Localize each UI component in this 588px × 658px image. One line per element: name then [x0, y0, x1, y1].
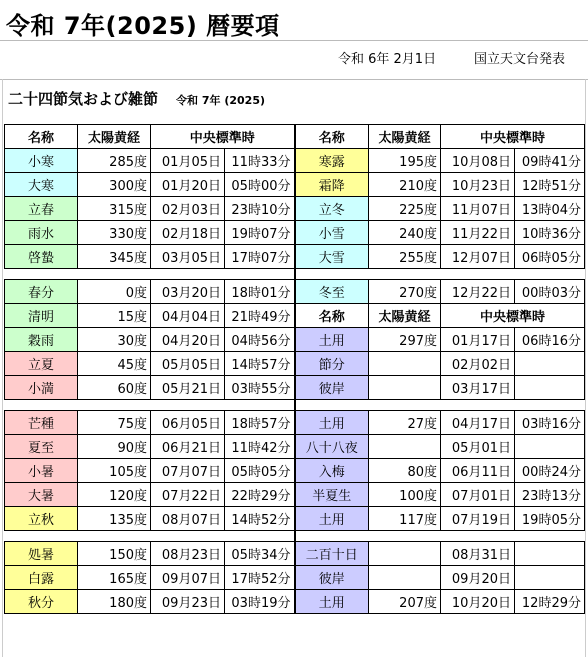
sekki-table-body — [5, 125, 585, 614]
sekki-name: 立夏 — [5, 352, 78, 376]
right-header-name: 名称 — [295, 125, 369, 149]
sekki-name: 啓蟄 — [5, 245, 78, 269]
zassetsu-name: 二百十日 — [295, 542, 369, 566]
sekki-time: 18時57分 — [225, 411, 295, 435]
table-row — [5, 411, 585, 435]
zassetsu-longitude — [369, 542, 441, 566]
publisher: 国立天文台発表 — [474, 52, 566, 67]
section-year: 令和 7年 (2025) — [176, 94, 265, 107]
zassetsu-name: 土用 — [295, 507, 369, 531]
gap-row — [5, 269, 585, 280]
sekki-name: 立春 — [5, 197, 78, 221]
sekki-longitude: 75度 — [78, 411, 151, 435]
zassetsu-time — [515, 352, 585, 376]
sekki-name: 白露 — [5, 566, 78, 590]
zassetsu-header-time: 中央標準時 — [441, 304, 585, 328]
gap-cell — [441, 531, 515, 542]
gap-cell — [151, 400, 225, 411]
sekki-time: 14時57分 — [225, 352, 295, 376]
sekki-longitude: 90度 — [78, 435, 151, 459]
sekki-longitude: 60度 — [78, 376, 151, 400]
gap-cell — [295, 531, 369, 542]
table-row — [5, 328, 585, 352]
sekki-name: 春分 — [5, 280, 78, 304]
sekki-date: 05月21日 — [151, 376, 225, 400]
sekki-longitude: 315度 — [78, 197, 151, 221]
section-title-text: 二十四節気および雑節 — [8, 90, 159, 108]
sekki-name: 雨水 — [5, 221, 78, 245]
sekki-date: 08月23日 — [151, 542, 225, 566]
gap-cell — [515, 531, 585, 542]
zassetsu-name: 彼岸 — [295, 566, 369, 590]
gap-cell — [441, 269, 515, 280]
sekki-date: 03月20日 — [151, 280, 225, 304]
zassetsu-name: 土用 — [295, 328, 369, 352]
sekki-longitude: 270度 — [369, 280, 441, 304]
table-row — [5, 221, 585, 245]
sekki-longitude: 255度 — [369, 245, 441, 269]
sekki-time: 12時51分 — [515, 173, 585, 197]
sekki-time: 05時00分 — [225, 173, 295, 197]
sekki-time: 06時05分 — [515, 245, 585, 269]
sekki-time: 23時10分 — [225, 197, 295, 221]
sekki-longitude: 195度 — [369, 149, 441, 173]
zassetsu-longitude: 80度 — [369, 459, 441, 483]
table-row — [5, 542, 585, 566]
sekki-date: 02月03日 — [151, 197, 225, 221]
sekki-date: 11月22日 — [441, 221, 515, 245]
sekki-time: 11時33分 — [225, 149, 295, 173]
zassetsu-time: 12時29分 — [515, 590, 585, 614]
sekki-date: 06月05日 — [151, 411, 225, 435]
sekki-time: 05時05分 — [225, 459, 295, 483]
gap-cell — [441, 400, 515, 411]
sekki-date: 09月23日 — [151, 590, 225, 614]
gap-cell — [5, 269, 78, 280]
sekki-name: 処暑 — [5, 542, 78, 566]
gap-cell — [515, 269, 585, 280]
zassetsu-name: 半夏生 — [295, 483, 369, 507]
sekki-longitude: 345度 — [78, 245, 151, 269]
sekki-date: 12月07日 — [441, 245, 515, 269]
sekki-longitude: 0度 — [78, 280, 151, 304]
gap-cell — [151, 269, 225, 280]
sekki-name: 寒露 — [295, 149, 369, 173]
sekki-name: 小満 — [5, 376, 78, 400]
zassetsu-date: 02月02日 — [441, 352, 515, 376]
zassetsu-longitude: 27度 — [369, 411, 441, 435]
gap-cell — [225, 269, 295, 280]
zassetsu-date: 07月01日 — [441, 483, 515, 507]
gap-cell — [5, 531, 78, 542]
sekki-longitude: 300度 — [78, 173, 151, 197]
zassetsu-date: 03月17日 — [441, 376, 515, 400]
sekki-time: 14時52分 — [225, 507, 295, 531]
table-row — [5, 483, 585, 507]
table-row — [5, 245, 585, 269]
sekki-time: 04時56分 — [225, 328, 295, 352]
zassetsu-header-name: 名称 — [295, 304, 369, 328]
zassetsu-time: 23時13分 — [515, 483, 585, 507]
zassetsu-longitude: 207度 — [369, 590, 441, 614]
zassetsu-name: 八十八夜 — [295, 435, 369, 459]
zassetsu-date: 09月20日 — [441, 566, 515, 590]
gap-row — [5, 531, 585, 542]
gap-cell — [225, 531, 295, 542]
sekki-name: 小雪 — [295, 221, 369, 245]
sekki-longitude: 210度 — [369, 173, 441, 197]
gap-cell — [369, 269, 441, 280]
title-divider — [0, 40, 588, 41]
sekki-date: 04月04日 — [151, 304, 225, 328]
zassetsu-longitude: 297度 — [369, 328, 441, 352]
table-row — [5, 197, 585, 221]
sekki-date: 08月07日 — [151, 507, 225, 531]
sekki-table — [4, 124, 585, 614]
gap-row — [5, 400, 585, 411]
sekki-longitude: 105度 — [78, 459, 151, 483]
zassetsu-time: 00時24分 — [515, 459, 585, 483]
table-row — [5, 376, 585, 400]
sekki-date: 07月22日 — [151, 483, 225, 507]
table-row — [5, 304, 585, 328]
sekki-longitude: 45度 — [78, 352, 151, 376]
zassetsu-longitude — [369, 566, 441, 590]
sekki-longitude: 240度 — [369, 221, 441, 245]
sekki-time: 17時52分 — [225, 566, 295, 590]
sekki-longitude: 285度 — [78, 149, 151, 173]
sekki-time: 11時42分 — [225, 435, 295, 459]
sekki-time: 00時03分 — [515, 280, 585, 304]
zassetsu-header-longitude: 太陽黄経 — [369, 304, 441, 328]
gap-cell — [78, 400, 151, 411]
gap-cell — [78, 531, 151, 542]
sekki-longitude: 180度 — [78, 590, 151, 614]
sekki-name: 穀雨 — [5, 328, 78, 352]
sekki-time: 05時34分 — [225, 542, 295, 566]
sekki-name: 冬至 — [295, 280, 369, 304]
zassetsu-name: 節分 — [295, 352, 369, 376]
zassetsu-longitude — [369, 435, 441, 459]
sekki-date: 12月22日 — [441, 280, 515, 304]
gap-cell — [369, 400, 441, 411]
sekki-date: 02月18日 — [151, 221, 225, 245]
zassetsu-time: 03時16分 — [515, 411, 585, 435]
zassetsu-time — [515, 376, 585, 400]
table-row — [5, 507, 585, 531]
sekki-date: 01月20日 — [151, 173, 225, 197]
sekki-time: 03時55分 — [225, 376, 295, 400]
zassetsu-time: 19時05分 — [515, 507, 585, 531]
sekki-time: 10時36分 — [515, 221, 585, 245]
table-row — [5, 280, 585, 304]
sekki-name: 小寒 — [5, 149, 78, 173]
table-row — [5, 566, 585, 590]
sekki-name: 霜降 — [295, 173, 369, 197]
zassetsu-date: 05月01日 — [441, 435, 515, 459]
sekki-time: 09時41分 — [515, 149, 585, 173]
sekki-name: 立秋 — [5, 507, 78, 531]
left-header-longitude: 太陽黄経 — [78, 125, 151, 149]
table-row — [5, 459, 585, 483]
sekki-longitude: 225度 — [369, 197, 441, 221]
table-row — [5, 590, 585, 614]
left-header-name: 名称 — [5, 125, 78, 149]
left-header-time: 中央標準時 — [151, 125, 295, 149]
section-title — [8, 88, 265, 109]
zassetsu-date: 04月17日 — [441, 411, 515, 435]
sekki-date: 03月05日 — [151, 245, 225, 269]
right-header-longitude: 太陽黄経 — [369, 125, 441, 149]
zassetsu-longitude: 117度 — [369, 507, 441, 531]
sekki-name: 立冬 — [295, 197, 369, 221]
zassetsu-longitude — [369, 376, 441, 400]
zassetsu-name: 入梅 — [295, 459, 369, 483]
sekki-name: 夏至 — [5, 435, 78, 459]
sekki-longitude: 15度 — [78, 304, 151, 328]
sekki-name: 清明 — [5, 304, 78, 328]
sekki-date: 01月05日 — [151, 149, 225, 173]
sekki-name: 小暑 — [5, 459, 78, 483]
sekki-date: 11月07日 — [441, 197, 515, 221]
gap-cell — [78, 269, 151, 280]
zassetsu-time — [515, 566, 585, 590]
sekki-time: 13時04分 — [515, 197, 585, 221]
zassetsu-date: 06月11日 — [441, 459, 515, 483]
sekki-date: 06月21日 — [151, 435, 225, 459]
table-row — [5, 435, 585, 459]
sekki-time: 03時19分 — [225, 590, 295, 614]
gap-cell — [295, 269, 369, 280]
sekki-longitude: 135度 — [78, 507, 151, 531]
table-row — [5, 149, 585, 173]
gap-cell — [151, 531, 225, 542]
zassetsu-name: 彼岸 — [295, 376, 369, 400]
sekki-date: 05月05日 — [151, 352, 225, 376]
publish-date: 令和 6年 2月1日 — [338, 52, 437, 67]
sekki-name: 大暑 — [5, 483, 78, 507]
right-header-time: 中央標準時 — [441, 125, 585, 149]
table-row — [5, 352, 585, 376]
sekki-longitude: 330度 — [78, 221, 151, 245]
sekki-date: 09月07日 — [151, 566, 225, 590]
gap-cell — [369, 531, 441, 542]
gap-cell — [225, 400, 295, 411]
sekki-name: 芒種 — [5, 411, 78, 435]
page-title: 令和 7年(2025) 暦要項 — [6, 12, 280, 40]
sekki-date: 10月08日 — [441, 149, 515, 173]
zassetsu-name: 土用 — [295, 411, 369, 435]
table-row — [5, 173, 585, 197]
sekki-time: 21時49分 — [225, 304, 295, 328]
zassetsu-longitude — [369, 352, 441, 376]
zassetsu-time: 06時16分 — [515, 328, 585, 352]
table-header-row — [5, 125, 585, 149]
sekki-longitude: 120度 — [78, 483, 151, 507]
zassetsu-date: 01月17日 — [441, 328, 515, 352]
zassetsu-date: 08月31日 — [441, 542, 515, 566]
zassetsu-date: 07月19日 — [441, 507, 515, 531]
sekki-longitude: 30度 — [78, 328, 151, 352]
zassetsu-time — [515, 435, 585, 459]
gap-cell — [295, 400, 369, 411]
zassetsu-time — [515, 542, 585, 566]
zassetsu-name: 土用 — [295, 590, 369, 614]
sekki-time: 17時07分 — [225, 245, 295, 269]
sekki-date: 10月23日 — [441, 173, 515, 197]
gap-cell — [515, 400, 585, 411]
zassetsu-longitude: 100度 — [369, 483, 441, 507]
sekki-time: 18時01分 — [225, 280, 295, 304]
gap-cell — [5, 400, 78, 411]
sekki-name: 大雪 — [295, 245, 369, 269]
sekki-name: 大寒 — [5, 173, 78, 197]
sekki-time: 19時07分 — [225, 221, 295, 245]
sekki-name: 秋分 — [5, 590, 78, 614]
sekki-longitude: 165度 — [78, 566, 151, 590]
sekki-time: 22時29分 — [225, 483, 295, 507]
zassetsu-date: 10月20日 — [441, 590, 515, 614]
sekki-longitude: 150度 — [78, 542, 151, 566]
sekki-date: 07月07日 — [151, 459, 225, 483]
sekki-date: 04月20日 — [151, 328, 225, 352]
